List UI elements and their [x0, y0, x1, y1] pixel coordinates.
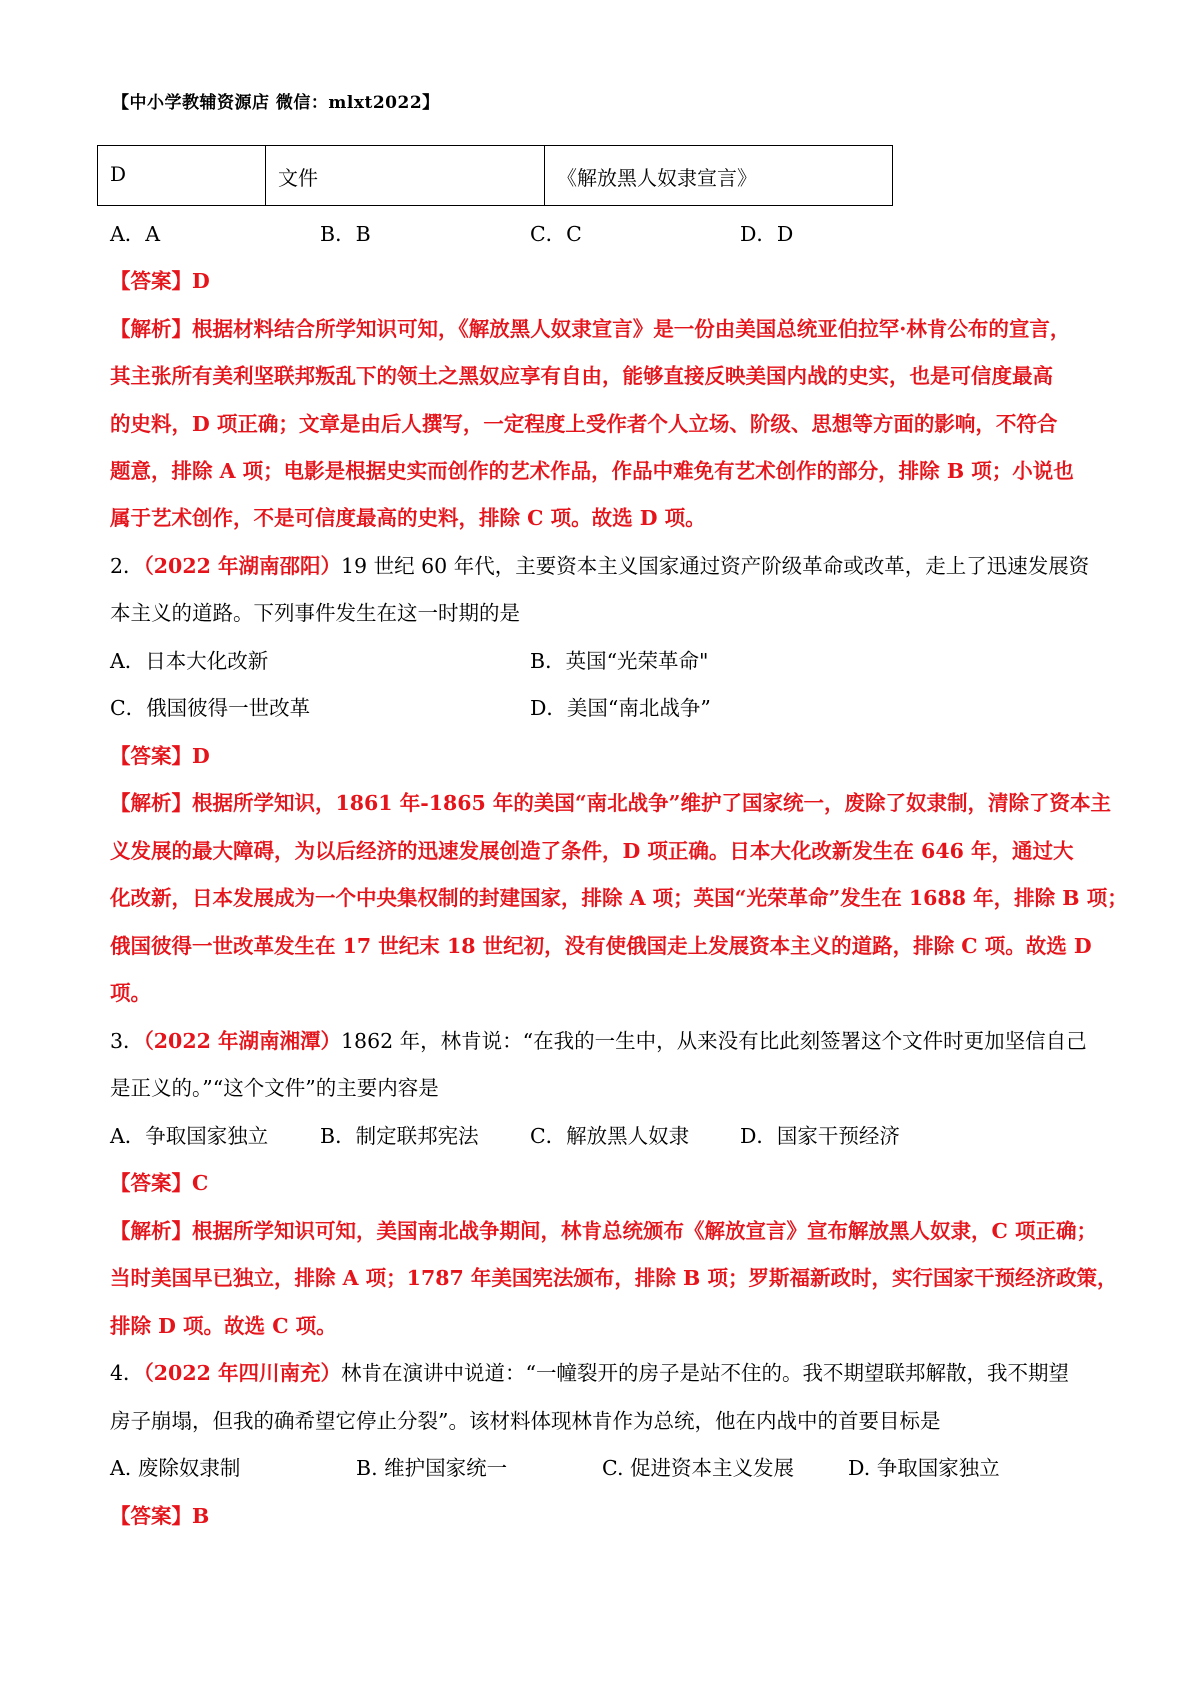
q4-option-b: B. 维护国家统一: [356, 1456, 508, 1480]
answer-value: D: [192, 269, 210, 293]
q2-option-a: A．日本大化改新: [110, 649, 269, 673]
q2-analysis-line: 义发展的最大障碍，为以后经济的迅速发展创造了条件，D 项正确。日本大化改新发生在 646 年，通过大: [110, 839, 1074, 863]
q2-stem-line: 本主义的道路。下列事件发生在这一时期的是: [110, 601, 520, 625]
analysis-tag: 【解析】: [110, 791, 192, 815]
q1-option-b: B．B: [320, 222, 371, 246]
q3-option-d: D．国家干预经济: [740, 1124, 900, 1148]
q4-option-d: D. 争取国家独立: [848, 1456, 1000, 1480]
answer-value: D: [192, 744, 210, 768]
q3-answer: [110, 1173, 1100, 1194]
q1-analysis-line: 属于艺术创作，不是可信度最高的史料，排除 C 项。故选 D 项。: [110, 506, 706, 530]
question-source: （2022 年四川南充）: [143, 1361, 341, 1385]
q1-option-a: A．A: [110, 222, 161, 246]
answer-tag: 【答案】: [110, 1504, 192, 1528]
answer-tag: 【答案】: [110, 269, 192, 293]
question-source: （2022 年湖南邵阳）: [143, 554, 341, 578]
q3-analysis-line: [110, 1221, 1100, 1242]
q2-option-b: B．英国“光荣革命": [530, 649, 709, 673]
q3-stem: [110, 1031, 1100, 1052]
q3-analysis-line: 当时美国早已独立，排除 A 项；1787 年美国宪法颁布，排除 B 项；罗斯福新政时，实行国家干预经济政策，: [110, 1266, 1118, 1290]
answer-value: C: [192, 1171, 209, 1195]
question-text: 1862 年，林肯说：“在我的一生中，从来没有比此刻签署这个文件时更加坚信自己: [341, 1029, 1087, 1053]
analysis-tag: 【解析】: [110, 1219, 192, 1243]
q3-option-b: B．制定联邦宪法: [320, 1124, 479, 1148]
option-table: [97, 145, 893, 206]
q4-answer: [110, 1506, 1100, 1527]
q1-option-c: C．C: [530, 222, 582, 246]
analysis-text: 根据所学知识，1861 年-1865 年的美国“南北战争”维护了国家统一，废除了奴隶制，清除了资本主: [192, 791, 1111, 815]
q1-analysis-line: 其主张所有美利坚联邦叛乱下的领土之黑奴应享有自由，能够直接反映美国内战的史实，也是可信度最高: [110, 364, 1053, 388]
q1-analysis-line: [110, 319, 1100, 340]
q1-analysis-line: 题意，排除 A 项；电影是根据史实而创作的艺术作品，作品中难免有艺术创作的部分，排除 B 项；小说也: [110, 459, 1074, 483]
table-cell-option: D: [98, 146, 266, 206]
q4-stem: [110, 1363, 1100, 1384]
q4-option-a: A. 废除奴隶制: [110, 1456, 241, 1480]
q4-stem-line: 房子崩塌，但我的确希望它停止分裂”。该材料体现林肯作为总统，他在内战中的首要目标是: [110, 1409, 941, 1433]
q2-stem: [110, 556, 1100, 577]
q1-option-d: D．D: [740, 222, 794, 246]
q1-analysis-line: 的史料，D 项正确；文章是由后人撰写，一定程度上受作者个人立场、阶级、思想等方面的影响，不符合: [110, 412, 1058, 436]
q2-analysis-line: 化改新，日本发展成为一个中央集权制的封建国家，排除 A 项；英国“光荣革命”发生在 1688 年，排除 B 项；: [110, 886, 1128, 910]
question-number: 2．: [110, 554, 144, 578]
question-text: 19 世纪 60 年代，主要资本主义国家通过资产阶级革命或改革，走上了迅速发展资: [341, 554, 1090, 578]
analysis-text: 根据所学知识可知，美国南北战争期间，林肯总统颁布《解放宣言》宣布解放黑人奴隶，C 项正确；: [192, 1219, 1097, 1243]
question-number: 4．: [110, 1361, 144, 1385]
analysis-tag: 【解析】: [110, 317, 192, 341]
q2-analysis-line: [110, 791, 1111, 815]
q4-option-c: C. 促进资本主义发展: [602, 1456, 794, 1480]
question-source: （2022 年湖南湘潭）: [143, 1029, 341, 1053]
q2-answer: [110, 746, 1100, 767]
question-text: 林肯在演讲中说道：“一幢裂开的房子是站不住的。我不期望联邦解散，我不期望: [341, 1361, 1069, 1385]
q3-option-c: C．解放黑人奴隶: [530, 1124, 690, 1148]
q2-analysis-line: 项。: [110, 981, 151, 1005]
answer-tag: 【答案】: [110, 1171, 192, 1195]
q2-option-c: C．俄国彼得一世改革: [110, 696, 311, 720]
q3-analysis-line: 排除 D 项。故选 C 项。: [110, 1314, 337, 1338]
table-cell-type: 文件: [266, 146, 545, 206]
answer-value: B: [192, 1504, 210, 1528]
table-row: [98, 146, 893, 206]
header-note: 【中小学教辅资源店 微信：mlxt2022】: [112, 93, 440, 113]
q1-answer: [110, 271, 1100, 292]
q3-stem-line: 是正义的。”“这个文件”的主要内容是: [110, 1076, 439, 1100]
q2-option-d: D．美国“南北战争”: [530, 696, 711, 720]
question-number: 3．: [110, 1029, 144, 1053]
answer-tag: 【答案】: [110, 744, 192, 768]
q3-option-a: A．争取国家独立: [110, 1124, 269, 1148]
q2-analysis-line: 俄国彼得一世改革发生在 17 世纪末 18 世纪初，没有使俄国走上发展资本主义的道路，排除 C 项。故选 D: [110, 934, 1092, 958]
analysis-text: 根据材料结合所学知识可知，《解放黑人奴隶宣言》是一份由美国总统亚伯拉罕·林肯公布的宣言，: [192, 317, 1071, 341]
table-cell-material: 《解放黑人奴隶宣言》: [545, 146, 893, 206]
